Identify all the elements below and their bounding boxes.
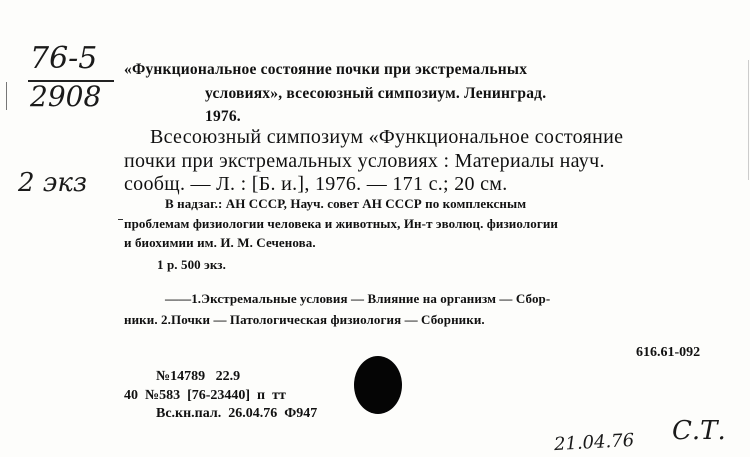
ink-blot [354, 356, 402, 414]
description-line-1: Всесоюзный симпозиум «Функциональное состояние [150, 126, 624, 148]
heading-line-3: 1976. [205, 108, 241, 125]
stamp-date: 21.04.76 [553, 429, 635, 456]
note-line-3: и биохимии им. И. М. Сеченова. [124, 235, 316, 250]
subjects-line-1: ——1.Экстремальные условия — Влияние на организм — Сбор- [165, 291, 551, 306]
heading-line-1: «Функциональное состояние почки при экстремальных [124, 61, 528, 78]
heading-line-2: условиях», всесоюзный симпозиум. Ленинград. [205, 85, 547, 102]
note-line-2: проблемам физиологии человека и животных, Ин-т эволюц. физиологии [124, 216, 559, 231]
footer-line-3: Вс.кн.пал. 26.04.76 Ф947 [156, 406, 318, 421]
scan-mark [6, 82, 7, 110]
shelfmark-top: 76-5 [30, 41, 98, 76]
footer-line-1: №14789 22.9 [156, 369, 241, 384]
shelfmark-bottom: 2908 [30, 80, 102, 113]
subjects-line-2: ники. 2.Почки — Патологическая физиология — Сборники. [124, 312, 485, 327]
description-line-3: сообщ. — Л. : [Б. и.], 1976. — 171 с.; 20 см. [124, 173, 508, 195]
description-line-2: почки при экстремальных условиях : Материалы науч. [124, 150, 605, 172]
initials: С.Т. [672, 416, 726, 446]
scan-mark [748, 60, 749, 180]
copies-note: 2 экз [18, 168, 88, 198]
print-run: 1 р. 500 экз. [157, 257, 226, 272]
classification-number: 616.61-092 [636, 345, 701, 360]
note-line-1: В надзаг.: АН СССР, Науч. совет АН СССР по комплексным [165, 196, 527, 211]
scan-mark [118, 219, 123, 220]
footer-line-2: 40 №583 [76-23440] п тт [124, 388, 286, 403]
